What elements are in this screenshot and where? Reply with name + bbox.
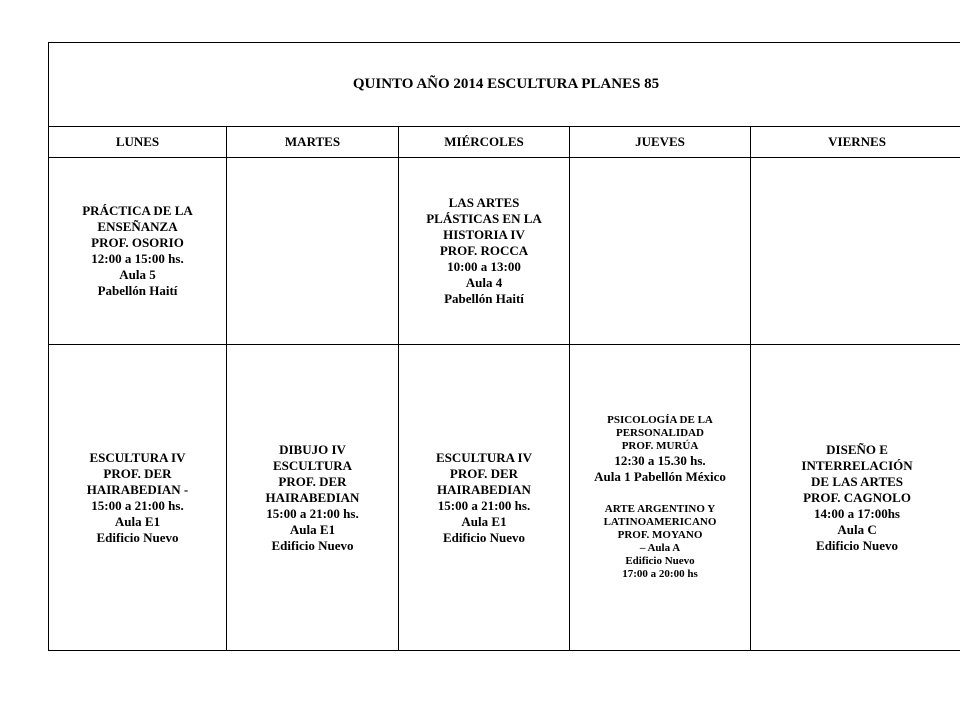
day-header-lunes: LUNES [49,127,227,158]
class-line: HISTORIA IV [443,227,525,242]
cell-lunes-1 [49,158,227,345]
class-line: HAIRABEDIAN [265,489,360,505]
class-line: Edificio Nuevo [816,537,899,553]
cell-martes-2 [227,345,399,651]
class-line: Pabellón Haití [444,291,524,306]
class-line: LAS ARTES [448,195,520,210]
class-line: Edificio Nuevo [443,529,525,545]
class-line: Aula E1 [114,513,161,529]
class-line: Aula C [837,521,877,537]
class-line: 14:00 a 17:00hs [814,505,900,521]
day-header-viernes: VIERNES [751,127,960,158]
class-line: Pabellón Haití [97,283,178,298]
class-line: PROF. MURÚA [621,440,699,452]
class-dibujo-iv [227,442,398,554]
class-line: Edificio Nuevo [625,555,695,567]
cell-miercoles-1 [399,158,570,345]
class-escultura-iv-miercoles [399,450,569,546]
class-line: DIBUJO IV [279,441,346,457]
class-line: ARTE ARGENTINO Y [604,503,716,515]
class-line: ESCULTURA IV [89,449,186,465]
class-line: PROF. ROCCA [439,243,529,258]
cell-viernes-2 [751,345,960,651]
class-line: Edificio Nuevo [271,537,354,553]
class-line: PROF. OSORIO [91,235,184,250]
class-line: 12:30 a 15.30 hs. [614,453,706,468]
class-line: Aula E1 [461,513,507,529]
cell-lunes-2 [49,345,227,651]
cell-jueves-1 [570,158,751,345]
class-line: ENSEÑANZA [97,219,178,234]
class-line: PROF. CAGNOLO [803,489,911,505]
class-line: INTERRELACIÓN [801,457,913,473]
class-line: Aula 1 Pabellón México [594,469,726,484]
class-psicologia-personalidad [570,414,750,485]
class-line: Aula 4 [465,275,503,290]
class-practica-ensenanza [49,203,226,299]
cell-martes-1 [227,158,399,345]
class-line: 12:00 a 15:00 hs. [91,251,184,266]
class-line: PROF. DER [103,465,172,481]
class-line: HAIRABEDIAN - [86,481,189,497]
class-line: PERSONALIDAD [615,427,704,439]
class-line: 15:00 a 21:00 hs. [266,505,359,521]
class-line: ESCULTURA IV [436,449,532,465]
class-escultura-iv-lunes [49,450,226,546]
cell-jueves-2 [570,345,751,651]
class-line: 10:00 a 13:00 [447,259,521,274]
class-line: Aula E1 [289,521,336,537]
class-line: 17:00 a 20:00 hs [622,568,698,580]
class-line: PSICOLOGÍA DE LA [607,414,713,426]
class-line: Edificio Nuevo [96,529,179,545]
day-header-jueves: JUEVES [570,127,751,158]
class-line: DE LAS ARTES [811,473,904,489]
class-line: PROF. DER [449,465,519,481]
class-artes-plasticas [399,195,569,307]
class-line: DISEÑO E [826,441,888,457]
class-line: 15:00 a 21:00 hs. [437,497,531,513]
class-line: ESCULTURA [273,457,352,473]
class-line: HAIRABEDIAN [437,481,531,497]
class-line: LATINOAMERICANO [603,516,717,528]
class-diseno-interrelacion [751,442,960,554]
class-arte-argentino [570,503,750,581]
class-line: PRÁCTICA DE LA [82,203,193,218]
class-line: PROF. DER [278,473,347,489]
class-line: PROF. MOYANO [617,529,703,541]
cell-miercoles-2 [399,345,570,651]
cell-viernes-1 [751,158,960,345]
schedule-title: QUINTO AÑO 2014 ESCULTURA PLANES 85 [49,43,960,127]
day-header-martes: MARTES [227,127,399,158]
class-line: Aula 5 [119,267,156,282]
class-line: 15:00 a 21:00 hs. [91,497,184,513]
schedule-table [48,42,960,651]
class-line: PLÁSTICAS EN LA [426,211,542,226]
class-line: – Aula A [639,542,681,554]
day-header-miercoles: MIÉRCOLES [399,127,570,158]
